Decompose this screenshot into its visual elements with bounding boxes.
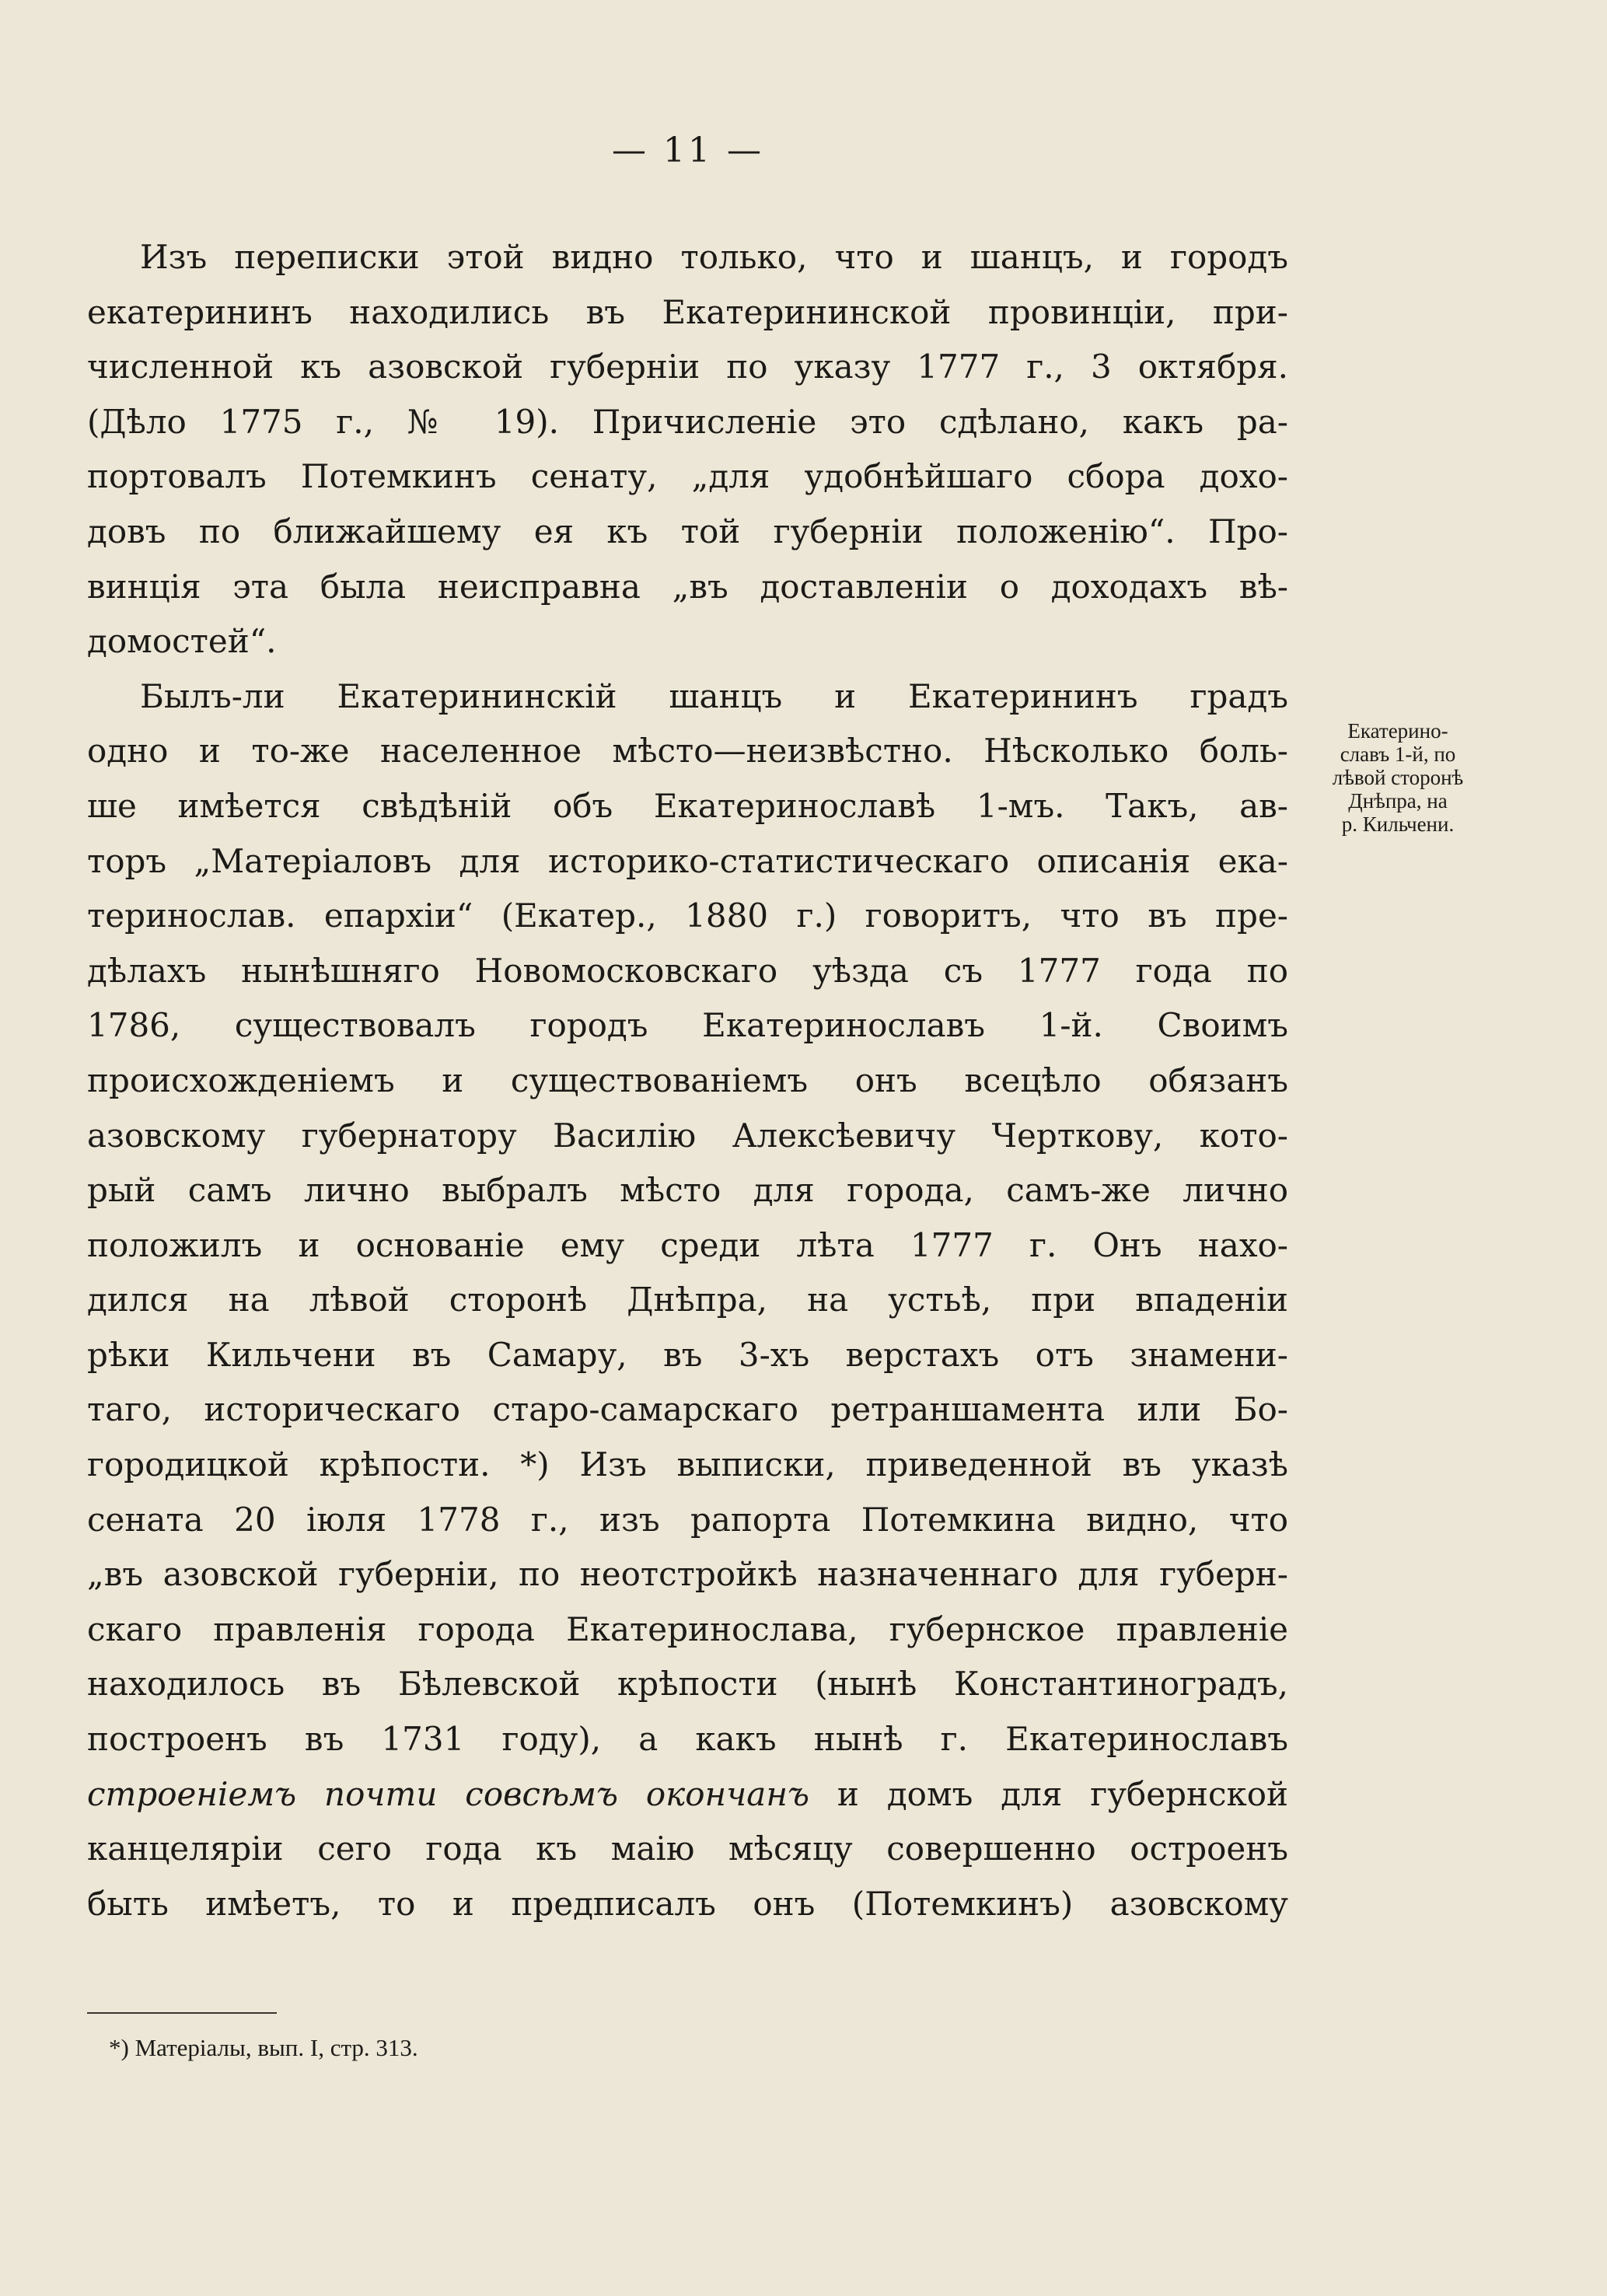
line-text: ше имѣется свѣдѣній объ Екатеринославѣ 1-мъ. Такъ, ав- (87, 786, 1288, 825)
line-text: довъ по ближайшему ея къ той губерніи положенію“. Про- (87, 512, 1288, 550)
line-text: рый самъ лично выбралъ мѣсто для города, самъ-же лично (87, 1171, 1288, 1210)
line-text: происхожденіемъ и существованіемъ онъ всецѣло обязанъ (87, 1061, 1288, 1099)
text-line (87, 1822, 1288, 1877)
line-text: находилось въ Бѣлевской крѣпости (нынѣ Константиноградъ, (87, 1665, 1288, 1704)
line-text: построенъ въ 1731 году), а какъ нынѣ г. Екатеринославъ (87, 1720, 1288, 1759)
text-line (87, 1438, 1288, 1493)
text-line (87, 449, 1288, 505)
text-line (87, 998, 1288, 1054)
text-line (87, 889, 1288, 944)
line-text: одно и то-же населенное мѣсто—неизвѣстно. Нѣсколько боль- (87, 732, 1288, 771)
line-text: 1786, существовалъ городъ Екатеринославъ 1-й. Своимъ (87, 1006, 1288, 1045)
line-text: азовскому губернатору Василію Алексѣевичу Черткову, кото- (87, 1116, 1288, 1155)
text-line (87, 1877, 1288, 1932)
text-line (87, 1767, 1288, 1822)
text-line (87, 395, 1288, 450)
margin-note (1297, 719, 1499, 836)
body-text (87, 230, 1288, 1931)
text-line (87, 1328, 1288, 1383)
line-text: винція эта была неисправна „въ доставленіи о доходахъ вѣ- (87, 567, 1288, 606)
text-line (87, 1493, 1288, 1548)
text-line (87, 230, 1288, 285)
text-line (87, 1273, 1288, 1328)
line-text: городицкой крѣпости. *) Изъ выписки, приведенной въ указѣ (87, 1445, 1288, 1484)
line-text: Изъ переписки этой видно только, что и шанцъ, и городъ (140, 238, 1288, 276)
margin-note-line: Екатерино- (1347, 719, 1448, 743)
line-text: дился на лѣвой сторонѣ Днѣпра, на устьѣ, при впаденіи (87, 1281, 1288, 1319)
text-line (87, 834, 1288, 889)
margin-note-line: р. Кильчени. (1341, 813, 1455, 836)
text-line (87, 779, 1288, 834)
line-text: портовалъ Потемкинъ сенату, „для удобнѣйшаго сбора дохо- (87, 457, 1288, 496)
line-text: теринослав. епархіи“ (Екатер., 1880 г.) говоритъ, что въ пре- (87, 896, 1288, 935)
line-text: рѣки Кильчени въ Самару, въ 3-хъ верстахъ отъ знамени- (87, 1335, 1288, 1374)
text-line (87, 1218, 1288, 1274)
margin-note-line: Днѣпра, на (1348, 789, 1448, 813)
line-text: домостей“. (87, 622, 277, 661)
line-text: и домъ для губернской (809, 1774, 1289, 1813)
text-line (87, 1109, 1288, 1164)
text-line (87, 1054, 1288, 1109)
text-line (87, 724, 1288, 779)
page-number: — 11 — (612, 131, 764, 170)
text-line (87, 1547, 1288, 1602)
text-line (87, 944, 1288, 999)
line-text: положилъ и основаніе ему среди лѣта 1777 г. Онъ нахо- (87, 1225, 1288, 1264)
text-line (87, 669, 1288, 725)
text-line (87, 1163, 1288, 1218)
line-text: дѣлахъ нынѣшняго Новомосковскаго уѣзда съ 1777 года по (87, 951, 1288, 990)
line-text: Былъ-ли Екатерининскій шанцъ и Екатерининъ градъ (140, 676, 1288, 715)
text-line (87, 285, 1288, 341)
text-line (87, 1382, 1288, 1438)
line-text: таго, историческаго старо-самарскаго ретраншамента или Бо- (87, 1390, 1288, 1429)
line-text: быть имѣетъ, то и предписалъ онъ (Потемкинъ) азовскому (87, 1884, 1288, 1923)
text-line (87, 1712, 1288, 1767)
line-text: сената 20 іюля 1778 г., изъ рапорта Потемкина видно, что (87, 1500, 1288, 1539)
line-text: торъ „Матеріаловъ для историко-статистическаго описанія ека- (87, 841, 1288, 880)
text-line (87, 1657, 1288, 1712)
line-text: екатерининъ находились въ Екатерининской провинціи, при- (87, 292, 1288, 331)
text-line (87, 614, 1288, 669)
text-line (87, 340, 1288, 395)
italic-phrase: строеніемъ почти совсѣмъ окончанъ (87, 1774, 810, 1813)
line-text: „въ азовской губерніи, по неотстройкѣ назначеннаго для губерн- (87, 1555, 1288, 1594)
footnote-divider (87, 2012, 277, 2014)
text-line (87, 1602, 1288, 1658)
line-text: (Дѣло 1775 г., № 19). Причисленіе это сдѣлано, какъ ра- (87, 402, 1288, 441)
text-line (87, 560, 1288, 615)
margin-note-line: славъ 1-й, по (1340, 743, 1456, 766)
text-line (87, 505, 1288, 560)
margin-note-line: лѣвой сторонѣ (1332, 766, 1464, 789)
line-text: скаго правленія города Екатеринослава, губернское правленіе (87, 1609, 1288, 1648)
line-text: канцеляріи сего года къ маію мѣсяцу совершенно остроенъ (87, 1829, 1288, 1868)
line-text: численной къ азовской губерніи по указу 1777 г., 3 октября. (87, 348, 1288, 386)
footnote: *) Матеріалы, вып. I, стр. 313. (109, 2034, 418, 2061)
